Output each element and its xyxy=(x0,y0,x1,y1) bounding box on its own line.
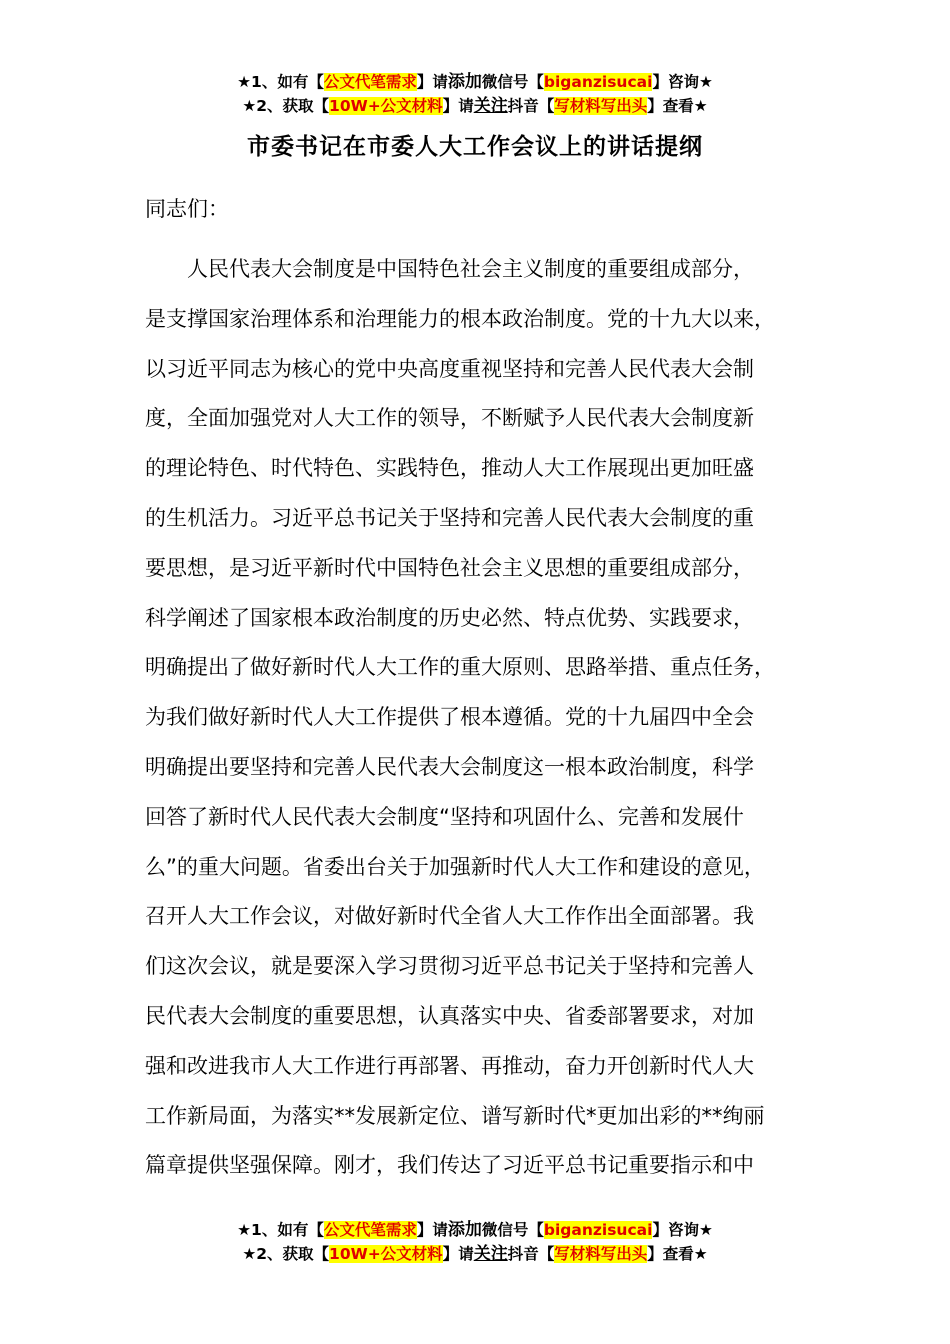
text-line: 召开人大工作会议，对做好新时代全省人大工作作出全面部署。我 xyxy=(145,904,754,929)
text-line: 的生机活力。习近平总书记关于坚持和完善人民代表大会制度的重 xyxy=(145,505,754,530)
douyin-id: 写材料写出头 xyxy=(554,97,648,115)
banner-highlight: 10W+公文材料 xyxy=(329,1245,443,1263)
banner-text: 】请 xyxy=(416,1221,448,1239)
banner-line-1 xyxy=(0,1218,950,1242)
text-line: 的理论特色、时代特色、实践特色，推动人大工作展现出更加旺盛 xyxy=(145,456,754,481)
banner-text: 微信号【 xyxy=(481,1221,544,1239)
text-line: 明确提出要坚持和完善人民代表大会制度这一根本政治制度，科学 xyxy=(145,754,754,779)
banner-line-2 xyxy=(0,94,950,118)
banner-text: 】请 xyxy=(442,1245,474,1263)
banner-text: ★1、如有【 xyxy=(237,1221,324,1239)
banner-text: 】查看★ xyxy=(647,97,708,115)
banner-emphasis: 添加 xyxy=(447,72,482,92)
salutation: 同志们： xyxy=(145,197,229,221)
text-line: 们这次会议，就是要深入学习贯彻习近平总书记关于坚持和完善人 xyxy=(145,954,754,979)
text-line: 明确提出了做好新时代人大工作的重大原则、思路举措、重点任务， xyxy=(145,655,775,680)
douyin-id: 写材料写出头 xyxy=(554,1245,648,1263)
text-line: 是支撑国家治理体系和治理能力的根本政治制度。党的十九大以来， xyxy=(145,306,775,331)
banner-text: 抖音【 xyxy=(507,1245,555,1263)
text-line: 为我们做好新时代人大工作提供了根本遵循。党的十九届四中全会 xyxy=(145,705,754,730)
body-paragraph xyxy=(145,245,835,1191)
banner-highlight: 公文代笔需求 xyxy=(323,73,417,91)
banner-text: 】查看★ xyxy=(647,1245,708,1263)
text-line: 回答了新时代人民代表大会制度“坚持和巩固什么、完善和发展什 xyxy=(145,804,744,829)
wechat-id: biganzisucai xyxy=(543,73,653,91)
banner-highlight: 公文代笔需求 xyxy=(323,1221,417,1239)
banner-text: 抖音【 xyxy=(507,97,555,115)
text-line: 要思想，是习近平新时代中国特色社会主义思想的重要组成部分， xyxy=(145,555,754,580)
banner-emphasis: 关注 xyxy=(473,96,508,116)
banner-text: 微信号【 xyxy=(481,73,544,91)
banner-text: ★2、获取【 xyxy=(242,1245,330,1263)
banner-text: ★1、如有【 xyxy=(237,73,324,91)
banner-text: 】请 xyxy=(442,97,474,115)
text-line: 度，全面加强党对人大工作的领导，不断赋予人民代表大会制度新 xyxy=(145,406,754,431)
banner-highlight: 10W+公文材料 xyxy=(329,97,443,115)
text-line: 篇章提供坚强保障。刚才，我们传达了习近平总书记重要指示和中 xyxy=(145,1153,754,1178)
banner-line-2 xyxy=(0,1242,950,1266)
banner-text: ★2、获取【 xyxy=(242,97,330,115)
banner-line-1 xyxy=(0,70,950,94)
footer-banner xyxy=(0,1218,950,1266)
banner-text: 】咨询★ xyxy=(652,1221,713,1239)
text-line: 以习近平同志为核心的党中央高度重视坚持和完善人民代表大会制 xyxy=(145,356,754,381)
text-line: 民代表大会制度的重要思想，认真落实中央、省委部署要求，对加 xyxy=(145,1003,754,1028)
text-line: 强和改进我市人大工作进行再部署、再推动，奋力开创新时代人大 xyxy=(145,1053,754,1078)
text-line: 工作新局面，为落实**发展新定位、谱写新时代*更加出彩的**绚丽 xyxy=(145,1103,765,1128)
text-line: 么”的重大问题。省委出台关于加强新时代人大工作和建设的意见， xyxy=(145,854,765,879)
document-title: 市委书记在市委人大工作会议上的讲话提纲 xyxy=(247,134,703,160)
banner-text: 】请 xyxy=(416,73,448,91)
text-line: 科学阐述了国家根本政治制度的历史必然、特点优势、实践要求， xyxy=(145,605,754,630)
banner-emphasis: 添加 xyxy=(447,1220,482,1240)
wechat-id: biganzisucai xyxy=(543,1221,653,1239)
text-line: 人民代表大会制度是中国特色社会主义制度的重要组成部分， xyxy=(145,257,754,281)
banner-text: 】咨询★ xyxy=(652,73,713,91)
banner-emphasis: 关注 xyxy=(473,1244,508,1264)
header-banner xyxy=(0,70,950,118)
